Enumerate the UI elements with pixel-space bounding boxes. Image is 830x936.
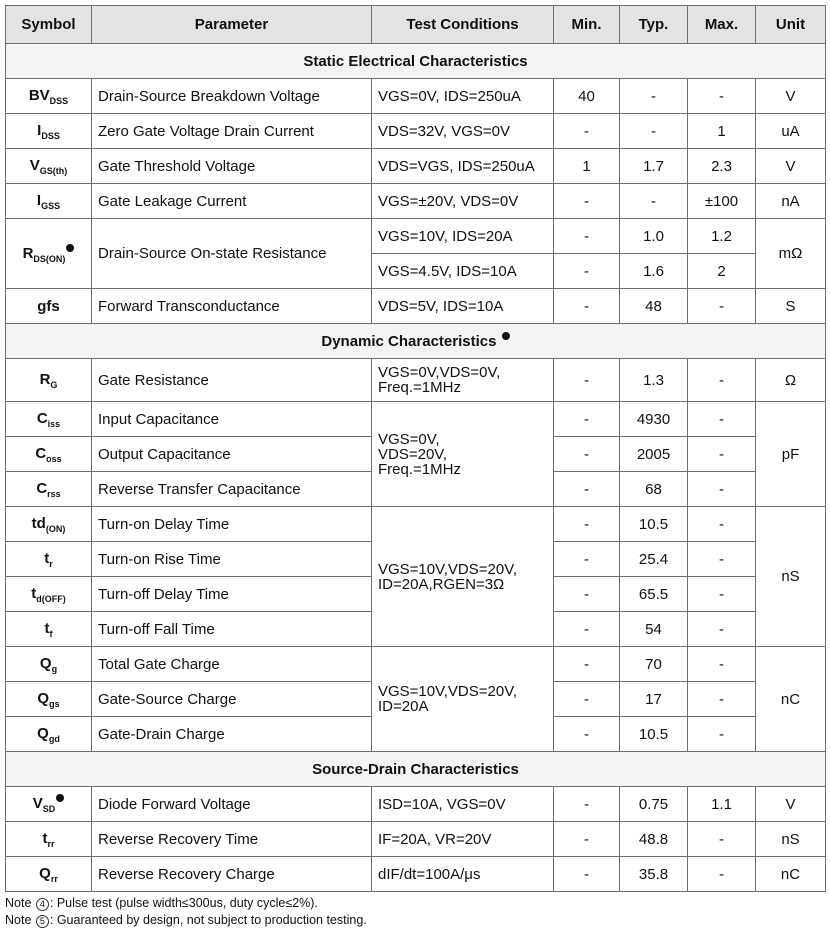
unit-cell: S xyxy=(756,289,826,324)
symbol-cell xyxy=(6,822,92,857)
condition-line: VDS=20V, xyxy=(378,445,448,463)
section-row xyxy=(6,324,826,359)
typ-cell: 4930 xyxy=(620,402,688,437)
condition-cell xyxy=(372,402,554,507)
parameter-cell: Turn-on Rise Time xyxy=(92,542,372,577)
symbol-cell xyxy=(6,787,92,822)
symbol-text: V xyxy=(32,795,43,812)
min-cell: - xyxy=(554,857,620,892)
symbol-subscript: d(OFF) xyxy=(36,593,66,604)
table-row-rdson-a xyxy=(6,219,826,254)
table-row-igss xyxy=(6,184,826,219)
condition-cell xyxy=(372,647,554,752)
section-static-title: Static Electrical Characteristics xyxy=(6,44,826,79)
symbol-subscript: DSS xyxy=(41,130,60,141)
symbol-subscript: rr xyxy=(47,838,55,849)
condition-line: Freq.=1MHz xyxy=(378,379,461,396)
symbol-text: Q xyxy=(37,724,49,742)
typ-cell: 1.3 xyxy=(620,359,688,402)
note-marker-icon xyxy=(502,332,510,340)
condition-line: VGS=10V,VDS=20V, xyxy=(378,560,517,578)
unit-cell: nC xyxy=(756,647,826,752)
symbol-text: BV xyxy=(28,86,50,104)
note-prefix: Note xyxy=(5,896,32,910)
header-row xyxy=(6,6,826,44)
typ-cell: 10.5 xyxy=(620,507,688,542)
max-cell: ±100 xyxy=(688,184,756,219)
symbol-cell xyxy=(6,219,92,289)
symbol-text: Q xyxy=(39,654,52,672)
typ-cell: 25.4 xyxy=(620,542,688,577)
condition-cell: VGS=0V, IDS=250uA xyxy=(372,79,554,114)
typ-cell: - xyxy=(620,79,688,114)
parameter-cell: Turn-off Delay Time xyxy=(92,577,372,612)
table-row-ciss xyxy=(6,402,826,437)
min-cell: 1 xyxy=(554,149,620,184)
symbol-text: R xyxy=(22,244,34,262)
condition-cell: ISD=10A, VGS=0V xyxy=(372,787,554,822)
min-cell: - xyxy=(554,507,620,542)
table-row-vsd xyxy=(6,787,826,822)
symbol-cell xyxy=(6,437,92,472)
symbol-cell xyxy=(6,402,92,437)
symbol-text: td xyxy=(31,514,46,532)
max-cell: - xyxy=(688,857,756,892)
symbol-subscript: G xyxy=(50,379,58,390)
symbol-text: I xyxy=(37,121,42,139)
symbol-cell xyxy=(6,114,92,149)
unit-cell: V xyxy=(756,79,826,114)
parameter-cell: Output Capacitance xyxy=(92,437,372,472)
parameter-cell: Turn-off Fall Time xyxy=(92,612,372,647)
symbol-subscript: (ON) xyxy=(45,523,66,534)
symbol-subscript: rr xyxy=(50,873,58,884)
parameter-cell: Drain-Source Breakdown Voltage xyxy=(92,79,372,114)
min-cell: - xyxy=(554,787,620,822)
parameter-cell: Total Gate Charge xyxy=(92,647,372,682)
condition-cell: dIF/dt=100A/μs xyxy=(372,857,554,892)
min-cell: - xyxy=(554,219,620,254)
typ-cell: 70 xyxy=(620,647,688,682)
unit-cell: nS xyxy=(756,507,826,647)
section-row xyxy=(6,44,826,79)
typ-cell: - xyxy=(620,114,688,149)
typ-cell: 1.0 xyxy=(620,219,688,254)
unit-cell: pF xyxy=(756,402,826,507)
condition-line: VGS=0V,VDS=0V, xyxy=(378,364,501,381)
symbol-subscript: DSS xyxy=(49,95,69,106)
symbol-cell xyxy=(6,717,92,752)
max-cell: - xyxy=(688,577,756,612)
typ-cell: 1.6 xyxy=(620,254,688,289)
symbol-cell xyxy=(6,184,92,219)
symbol-text: t xyxy=(44,619,50,637)
note-prefix: Note xyxy=(5,913,32,927)
max-cell: - xyxy=(688,612,756,647)
min-cell: - xyxy=(554,472,620,507)
min-cell: - xyxy=(554,682,620,717)
typ-cell: 65.5 xyxy=(620,577,688,612)
section-row xyxy=(6,752,826,787)
min-cell: - xyxy=(554,437,620,472)
min-cell: - xyxy=(554,612,620,647)
typ-cell: - xyxy=(620,184,688,219)
parameter-cell: Gate Threshold Voltage xyxy=(92,149,372,184)
parameter-cell: Turn-on Delay Time xyxy=(92,507,372,542)
max-cell: - xyxy=(688,289,756,324)
unit-cell: V xyxy=(756,149,826,184)
symbol-text: V xyxy=(29,156,40,174)
symbol-text: Q xyxy=(37,689,50,707)
parameter-cell: Input Capacitance xyxy=(92,402,372,437)
condition-line: ID=20A xyxy=(378,698,429,715)
header-unit: Unit xyxy=(756,6,826,44)
symbol-subscript: GSS xyxy=(41,200,61,211)
section-source-drain-title: Source-Drain Characteristics xyxy=(6,752,826,787)
symbol-cell xyxy=(6,359,92,402)
unit-cell: mΩ xyxy=(756,219,826,289)
symbol-subscript: gs xyxy=(49,698,60,709)
symbol-subscript: SD xyxy=(42,804,56,814)
header-test-conditions: Test Conditions xyxy=(372,6,554,44)
max-cell: - xyxy=(688,359,756,402)
parameter-cell: Gate-Source Charge xyxy=(92,682,372,717)
note-text: : Pulse test (pulse width≤300us, duty cycle≤2%). xyxy=(49,896,318,910)
symbol-subscript: g xyxy=(51,663,58,674)
table-row-qrr xyxy=(6,857,826,892)
table-row-vgsth xyxy=(6,149,826,184)
max-cell: 2 xyxy=(688,254,756,289)
typ-cell: 54 xyxy=(620,612,688,647)
condition-cell: VGS=±20V, VDS=0V xyxy=(372,184,554,219)
max-cell: - xyxy=(688,79,756,114)
max-cell: - xyxy=(688,682,756,717)
symbol-subscript: GS(th) xyxy=(39,165,68,176)
condition-cell: VDS=32V, VGS=0V xyxy=(372,114,554,149)
typ-cell: 17 xyxy=(620,682,688,717)
symbol-text: t xyxy=(44,549,50,567)
condition-cell xyxy=(372,359,554,402)
max-cell: - xyxy=(688,472,756,507)
min-cell: - xyxy=(554,289,620,324)
unit-cell: uA xyxy=(756,114,826,149)
condition-line: VGS=10V,VDS=20V, xyxy=(378,683,517,700)
parameter-cell: Forward Transconductance xyxy=(92,289,372,324)
symbol-cell: gfs xyxy=(6,289,92,324)
typ-cell: 68 xyxy=(620,472,688,507)
typ-cell: 48 xyxy=(620,289,688,324)
unit-cell: nS xyxy=(756,822,826,857)
header-typ: Typ. xyxy=(620,6,688,44)
unit-cell: nA xyxy=(756,184,826,219)
max-cell: - xyxy=(688,402,756,437)
max-cell: - xyxy=(688,647,756,682)
condition-line: Freq.=1MHz xyxy=(378,460,461,478)
header-min: Min. xyxy=(554,6,620,44)
min-cell: - xyxy=(554,114,620,149)
max-cell: 1 xyxy=(688,114,756,149)
table-row-qg xyxy=(6,647,826,682)
typ-cell: 2005 xyxy=(620,437,688,472)
min-cell: - xyxy=(554,359,620,402)
symbol-text: Q xyxy=(39,864,51,882)
max-cell: - xyxy=(688,437,756,472)
symbol-cell xyxy=(6,857,92,892)
typ-cell: 48.8 xyxy=(620,822,688,857)
header-parameter: Parameter xyxy=(92,6,372,44)
parameter-cell: Reverse Transfer Capacitance xyxy=(92,472,372,507)
section-dynamic xyxy=(6,324,826,359)
symbol-subscript: gd xyxy=(48,733,60,744)
typ-cell: 35.8 xyxy=(620,857,688,892)
symbol-text: t xyxy=(31,584,37,602)
parameter-cell: Reverse Recovery Charge xyxy=(92,857,372,892)
table-row-gfs xyxy=(6,289,826,324)
min-cell: 40 xyxy=(554,79,620,114)
footnote-5 xyxy=(5,912,367,929)
max-cell: - xyxy=(688,822,756,857)
symbol-text: C xyxy=(35,444,47,462)
table-row-bvdss xyxy=(6,79,826,114)
table-row-rg xyxy=(6,359,826,402)
electrical-characteristics-table xyxy=(5,5,826,892)
table-row-trr xyxy=(6,822,826,857)
symbol-cell xyxy=(6,149,92,184)
symbol-cell xyxy=(6,79,92,114)
symbol-subscript: f xyxy=(49,628,53,639)
symbol-cell xyxy=(6,647,92,682)
parameter-cell: Gate Leakage Current xyxy=(92,184,372,219)
parameter-cell: Gate-Drain Charge xyxy=(92,717,372,752)
symbol-cell xyxy=(6,472,92,507)
typ-cell: 10.5 xyxy=(620,717,688,752)
typ-cell: 1.7 xyxy=(620,149,688,184)
symbol-subscript: DS(ON) xyxy=(33,253,66,264)
max-cell: - xyxy=(688,542,756,577)
symbol-text: R xyxy=(39,370,51,388)
condition-cell: IF=20A, VR=20V xyxy=(372,822,554,857)
circled-number-icon: 5 xyxy=(36,915,49,928)
symbol-cell xyxy=(6,507,92,542)
table-row-idss xyxy=(6,114,826,149)
header-max: Max. xyxy=(688,6,756,44)
max-cell: 1.2 xyxy=(688,219,756,254)
condition-cell: VGS=10V, IDS=20A xyxy=(372,219,554,254)
min-cell: - xyxy=(554,254,620,289)
condition-cell: VGS=4.5V, IDS=10A xyxy=(372,254,554,289)
footnote-4 xyxy=(5,895,367,912)
section-dynamic-title: Dynamic Characteristics xyxy=(321,333,497,350)
symbol-subscript: rss xyxy=(47,488,61,499)
symbol-subscript: iss xyxy=(47,418,61,429)
condition-cell xyxy=(372,507,554,647)
symbol-subscript: r xyxy=(49,558,53,569)
max-cell: - xyxy=(688,717,756,752)
unit-cell: nC xyxy=(756,857,826,892)
symbol-text: I xyxy=(36,191,42,209)
parameter-cell: Gate Resistance xyxy=(92,359,372,402)
condition-cell: VDS=VGS, IDS=250uA xyxy=(372,149,554,184)
min-cell: - xyxy=(554,184,620,219)
symbol-cell xyxy=(6,577,92,612)
min-cell: - xyxy=(554,822,620,857)
max-cell: 1.1 xyxy=(688,787,756,822)
symbol-cell xyxy=(6,682,92,717)
max-cell: - xyxy=(688,507,756,542)
symbol-subscript: oss xyxy=(46,453,62,464)
parameter-cell: Reverse Recovery Time xyxy=(92,822,372,857)
min-cell: - xyxy=(554,717,620,752)
note-marker-icon xyxy=(56,794,64,802)
typ-cell: 0.75 xyxy=(620,787,688,822)
max-cell: 2.3 xyxy=(688,149,756,184)
header-symbol: Symbol xyxy=(6,6,92,44)
note-text: : Guaranteed by design, not subject to production testing. xyxy=(49,913,367,927)
parameter-cell: Diode Forward Voltage xyxy=(92,787,372,822)
min-cell: - xyxy=(554,542,620,577)
min-cell: - xyxy=(554,647,620,682)
parameter-cell: Drain-Source On-state Resistance xyxy=(92,219,372,289)
condition-line: ID=20A,RGEN=3Ω xyxy=(378,575,505,593)
parameter-cell: Zero Gate Voltage Drain Current xyxy=(92,114,372,149)
min-cell: - xyxy=(554,577,620,612)
symbol-cell xyxy=(6,542,92,577)
unit-cell: V xyxy=(756,787,826,822)
symbol-text: C xyxy=(36,479,48,497)
min-cell: - xyxy=(554,402,620,437)
note-marker-icon xyxy=(66,244,74,252)
condition-cell: VDS=5V, IDS=10A xyxy=(372,289,554,324)
table-row-tdon xyxy=(6,507,826,542)
symbol-text: t xyxy=(42,829,48,847)
circled-number-icon: 4 xyxy=(36,898,49,911)
footnotes xyxy=(5,895,367,929)
symbol-cell xyxy=(6,612,92,647)
condition-line: VGS=0V, xyxy=(378,430,440,448)
symbol-text: C xyxy=(36,409,48,427)
unit-cell: Ω xyxy=(756,359,826,402)
